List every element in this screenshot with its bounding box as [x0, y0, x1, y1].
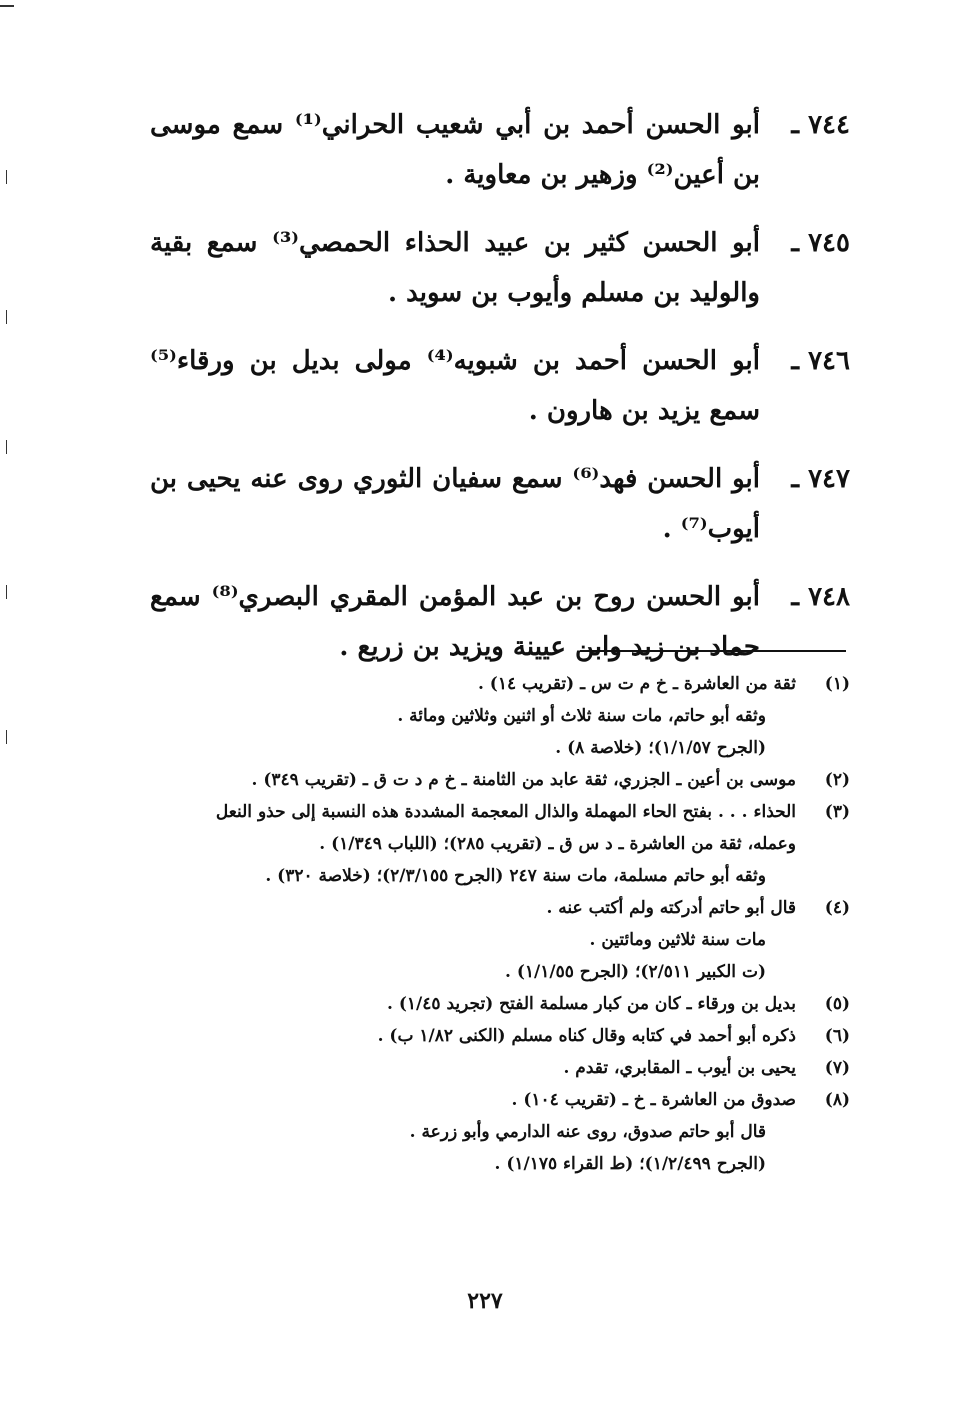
entry-746 [150, 336, 850, 436]
footnote-number: (٨) [824, 1090, 850, 1110]
scan-mark-top-left [0, 5, 14, 7]
entry-number: ٧٤٥ ـ [791, 228, 850, 258]
scan-mark-left-1 [6, 170, 7, 184]
entry-number: ٧٤٧ ـ [791, 464, 850, 494]
page-number: ٢٢٧ [467, 1288, 503, 1314]
entry-text: أبو الحسن روح بن عبد المؤمن المقري البصري⁽⁸⁾ سمع حماد بن زيد وابن عيينة ويزيد بن زريع . [150, 582, 760, 662]
footnote-number: (٧) [824, 1058, 850, 1078]
footnote-line: يحيى بن أيوب ـ المقابري، تقدم . [563, 1058, 796, 1078]
footnote-5 [200, 988, 850, 1020]
footnotes [200, 668, 850, 1180]
entry-number: ٧٤٦ ـ [791, 346, 850, 376]
footnote-6 [200, 1020, 850, 1052]
scan-mark-left-4 [6, 585, 7, 599]
footnote-body [200, 1020, 796, 1052]
footnote-7 [200, 1052, 850, 1084]
footnote-line: (الجرح ١/٢/٤٩٩)؛ (ط القراء ١/١٧٥) . [494, 1154, 766, 1174]
footnote-line: قال أبو حاتم أدركته ولم أكتب عنه . [546, 898, 796, 918]
footnote-line: بديل بن ورقاء ـ كان من كبار مسلمة الفتح (تجريد ١/٤٥) . [387, 994, 796, 1014]
footnote-line: ثقة من العاشرة ـ خ م ت س ـ (تقريب ١٤) . [477, 674, 796, 694]
footnote-number: (٥) [824, 994, 850, 1014]
footnote-1 [200, 668, 850, 764]
footnote-body [200, 988, 796, 1020]
scan-mark-left-2 [6, 310, 7, 324]
entry-text: أبو الحسن فهد⁽⁶⁾ سمع سفيان الثوري روى عنه يحيى بن أيوب⁽⁷⁾ . [150, 464, 760, 544]
entry-748 [150, 572, 850, 672]
footnote-number: (٦) [824, 1026, 850, 1046]
footnote-line: ذكره أبو أحمد في كتابه وقال كناه مسلم (الكنى ١/٨٢ ب) . [377, 1026, 796, 1046]
footnote-4 [200, 892, 850, 988]
footnote-body [200, 892, 796, 988]
footnote-2 [200, 764, 850, 796]
footnote-line: قال أبو حاتم صدوق، روى عنه الدارمي وأبو زرعة . [409, 1122, 766, 1142]
footnote-line: مات سنة ثلاثين ومائتين . [589, 930, 766, 950]
footnote-line: (ت الكبير ٢/٥١١)؛ (الجرح ١/١/٥٥) . [505, 962, 766, 982]
footnote-separator [580, 650, 846, 652]
entry-747 [150, 454, 850, 554]
footnote-body [200, 1052, 796, 1084]
footnote-8 [200, 1084, 850, 1180]
footnote-body [200, 668, 796, 764]
footnote-number: (٤) [824, 898, 850, 918]
entry-number: ٧٤٨ ـ [791, 582, 850, 612]
footnote-line: (الجرح ١/١/٥٧)؛ (خلاصة ٨) . [555, 738, 766, 758]
entry-text: أبو الحسن أحمد بن أبي شعيب الحراني⁽¹⁾ سمع موسى بن أعين⁽²⁾ وزهير بن معاوية . [150, 110, 760, 190]
scan-mark-left-3 [6, 440, 7, 454]
footnote-line: صدوق من العاشرة ـ خ ـ (تقريب ١٠٤) . [511, 1090, 796, 1110]
entry-744 [150, 100, 850, 200]
entry-745 [150, 218, 850, 318]
footnote-line: الحذاء . . . بفتح الحاء المهملة والذال المعجمة المشددة هذه النسبة إلى حذو النعل وعمله، ثقة من العاشرة ـ د س ق ـ (تقريب ٢٨٥)؛ (اللباب ١/٣٤٩) . [215, 802, 796, 854]
footnote-body [200, 764, 796, 796]
entry-text: أبو الحسن كثير بن عبيد الحذاء الحمصي⁽³⁾ سمع بقية والوليد بن مسلم وأيوب بن سويد . [150, 228, 760, 308]
biography-entries [150, 100, 850, 690]
footnote-3 [200, 796, 850, 892]
footnote-number: (٣) [824, 802, 850, 822]
footnote-body [200, 796, 796, 892]
footnote-line: وثقه أبو حاتم مسلمة، مات سنة ٢٤٧ (الجرح ٢/٣/١٥٥)؛ (خلاصة ٣٢٠) . [265, 866, 766, 886]
entry-text: أبو الحسن أحمد بن شبويه⁽⁴⁾ مولى بديل بن ورقاء⁽⁵⁾ سمع يزيد بن هارون . [150, 346, 760, 426]
footnote-number: (١) [824, 674, 850, 694]
footnote-body [200, 1084, 796, 1180]
entry-number: ٧٤٤ ـ [791, 110, 850, 140]
footnote-line: موسى بن أعين ـ الجزري، ثقة عابد من الثامنة ـ خ م د ت ق ـ (تقريب ٣٤٩) . [251, 770, 796, 790]
footnote-line: وثقه أبو حاتم، مات سنة ثلاث أو اثنين وثلاثين ومائة . [397, 706, 766, 726]
footnote-number: (٢) [824, 770, 850, 790]
scan-mark-left-5 [6, 730, 7, 744]
